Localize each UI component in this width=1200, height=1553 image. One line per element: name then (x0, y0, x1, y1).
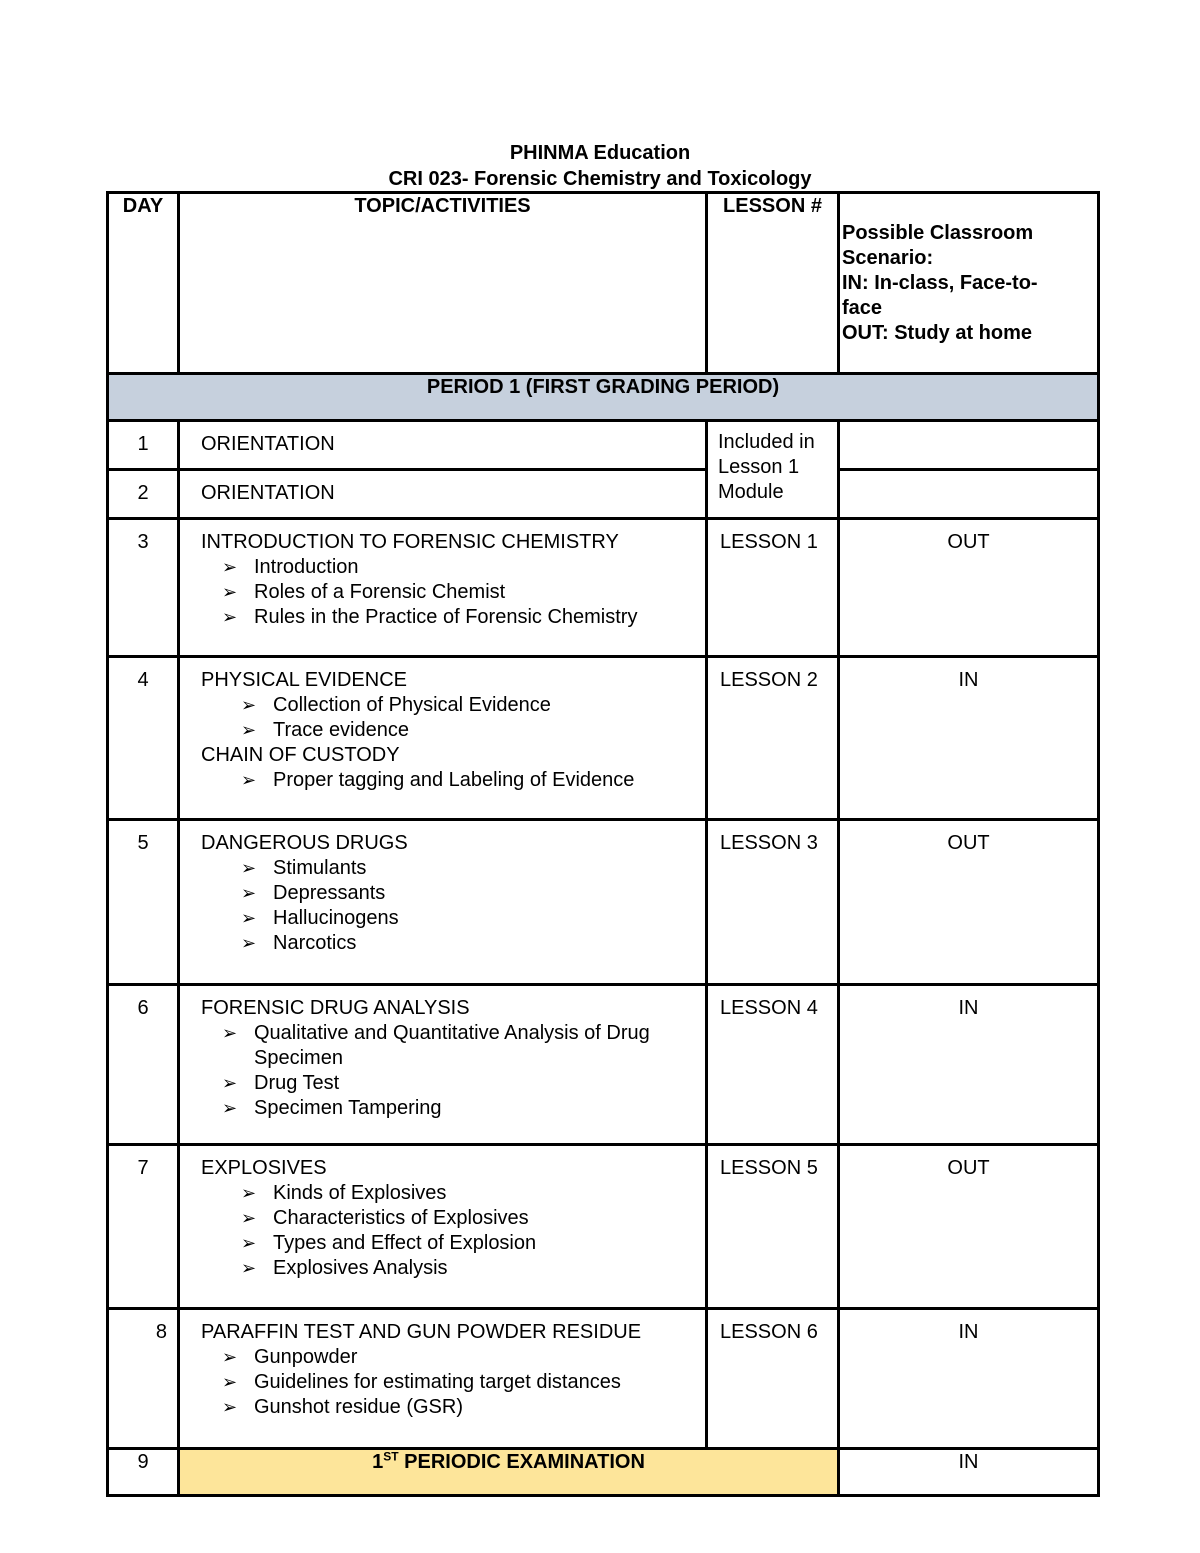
bullet-text: Drug Test (254, 1072, 340, 1094)
table-row (108, 1309, 1099, 1449)
col-lesson-header: LESSON # (707, 193, 839, 374)
topic-title: DANGEROUS DRUGS (201, 832, 408, 854)
bullet-arrow-icon: ➢ (222, 582, 238, 602)
bullet-text: Hallucinogens (273, 907, 399, 929)
scenario-line: OUT: Study at home (842, 321, 1033, 344)
day-cell: 1 (108, 421, 179, 470)
bullet-text: Rules in the Practice of Forensic Chemistry (254, 606, 638, 628)
day-cell: 7 (108, 1145, 179, 1309)
topic-bullet (201, 718, 697, 743)
scenario-cell (839, 421, 1099, 470)
topic-title: FORENSIC DRUG ANALYSIS (201, 997, 470, 1019)
document-header (0, 140, 1200, 192)
bullet-arrow-icon: ➢ (241, 908, 257, 928)
topic-cell: ORIENTATION (179, 470, 707, 519)
col-topic-header: TOPIC/ACTIVITIES (179, 193, 707, 374)
scenario-cell: OUT (839, 519, 1099, 657)
bullet-text: Narcotics (273, 932, 357, 954)
topic-bullet (201, 931, 697, 956)
topic-cell (179, 519, 707, 657)
topic-bullet (201, 555, 697, 580)
day-cell: 2 (108, 470, 179, 519)
topic-title: EXPLOSIVES (201, 1157, 327, 1179)
lesson-cell: LESSON 4 (707, 985, 839, 1145)
lesson-cell: LESSON 2 (707, 657, 839, 820)
table-row (108, 820, 1099, 985)
day-cell: 8 (108, 1309, 179, 1449)
day-cell: 3 (108, 519, 179, 657)
exam-ordinal: 1 (372, 1451, 384, 1473)
day-cell: 9 (108, 1449, 179, 1496)
topic-cell (179, 1309, 707, 1449)
bullet-arrow-icon: ➢ (222, 607, 238, 627)
bullet-text: Stimulants (273, 857, 367, 879)
lesson-rows (108, 519, 1099, 1449)
bullet-arrow-icon: ➢ (241, 695, 257, 715)
exam-ordinal-suffix: ST (383, 1449, 399, 1464)
table-row (108, 470, 1099, 519)
lesson-line: Lesson 1 (718, 456, 800, 478)
topic-title: PARAFFIN TEST AND GUN POWDER RESIDUE (201, 1321, 642, 1343)
bullet-arrow-icon: ➢ (222, 1347, 238, 1367)
scenario-line: Scenario: (842, 246, 934, 269)
topic-bullet (201, 881, 697, 906)
topic-bullet (201, 1395, 697, 1420)
bullet-arrow-icon: ➢ (241, 1233, 257, 1253)
bullet-text: Depressants (273, 882, 386, 904)
period-row (108, 374, 1099, 421)
lesson-line: Included in (718, 431, 815, 453)
topic-bullet (201, 1345, 697, 1370)
bullet-text: Roles of a Forensic Chemist (254, 581, 506, 603)
exam-label: PERIODIC EXAMINATION (398, 1451, 645, 1473)
topic-bullet (201, 605, 697, 630)
topic-cell (179, 657, 707, 820)
day-cell: 5 (108, 820, 179, 985)
exam-title (179, 1449, 839, 1496)
lesson-line: Module (718, 481, 784, 503)
topic-cell (179, 1145, 707, 1309)
bullet-arrow-icon: ➢ (241, 770, 257, 790)
bullet-arrow-icon: ➢ (222, 1397, 238, 1417)
col-day-header: DAY (108, 193, 179, 374)
scenario-cell: IN (839, 1309, 1099, 1449)
bullet-arrow-icon: ➢ (241, 1183, 257, 1203)
topic-cell (179, 985, 707, 1145)
bullet-text: Specimen Tampering (254, 1097, 442, 1119)
header-row (108, 193, 1099, 374)
topic-bullet (201, 906, 697, 931)
topic-cell: ORIENTATION (179, 421, 707, 470)
table-row (108, 519, 1099, 657)
bullet-arrow-icon: ➢ (222, 1372, 238, 1392)
table-row (108, 657, 1099, 820)
scenario-cell: IN (839, 1449, 1099, 1496)
bullet-arrow-icon: ➢ (222, 557, 238, 577)
scenario-line: IN: In-class, Face-to- (842, 271, 1038, 294)
topic-bullet (201, 768, 697, 793)
bullet-arrow-icon: ➢ (241, 720, 257, 740)
bullet-text: Kinds of Explosives (273, 1182, 447, 1204)
topic-title: INTRODUCTION TO FORENSIC CHEMISTRY (201, 531, 619, 553)
topic-bullet (201, 1256, 697, 1281)
bullet-text: Types and Effect of Explosion (273, 1232, 537, 1254)
scenario-line: face (842, 296, 883, 319)
bullet-text: Trace evidence (273, 719, 409, 741)
scenario-line: Possible Classroom (842, 221, 1034, 244)
table-row (108, 421, 1099, 470)
bullet-arrow-icon: ➢ (222, 1098, 238, 1118)
scenario-cell: OUT (839, 820, 1099, 985)
topic-subtitle: CHAIN OF CUSTODY (201, 744, 400, 766)
scenario-cell (839, 470, 1099, 519)
bullet-arrow-icon: ➢ (241, 858, 257, 878)
org-title: PHINMA Education (509, 142, 691, 164)
period-title: PERIOD 1 (FIRST GRADING PERIOD) (108, 374, 1099, 421)
bullet-text: Gunpowder (254, 1346, 358, 1368)
day-cell: 6 (108, 985, 179, 1145)
topic-bullet (201, 856, 697, 881)
topic-title: PHYSICAL EVIDENCE (201, 669, 407, 691)
topic-bullet (201, 1231, 697, 1256)
topic-bullet (201, 1021, 697, 1071)
bullet-arrow-icon: ➢ (241, 933, 257, 953)
lesson-cell: LESSON 3 (707, 820, 839, 985)
bullet-text: Proper tagging and Labeling of Evidence (273, 769, 635, 791)
bullet-arrow-icon: ➢ (241, 883, 257, 903)
topic-bullet (201, 693, 697, 718)
table-row (108, 1145, 1099, 1309)
bullet-text: Collection of Physical Evidence (273, 694, 551, 716)
scenario-cell: IN (839, 657, 1099, 820)
topic-bullet (201, 1096, 697, 1121)
topic-bullet (201, 1071, 697, 1096)
topic-bullet (201, 1370, 697, 1395)
topic-cell (179, 820, 707, 985)
bullet-text: Characteristics of Explosives (273, 1207, 529, 1229)
scenario-cell: IN (839, 985, 1099, 1145)
lesson-cell: LESSON 1 (707, 519, 839, 657)
table-row (108, 985, 1099, 1145)
schedule-table (106, 191, 1100, 1497)
bullet-text: Guidelines for estimating target distances (254, 1371, 621, 1393)
lesson-cell: LESSON 5 (707, 1145, 839, 1309)
day-cell: 4 (108, 657, 179, 820)
bullet-text: Introduction (254, 556, 359, 578)
lesson-cell: LESSON 6 (707, 1309, 839, 1449)
scenario-cell: OUT (839, 1145, 1099, 1309)
bullet-arrow-icon: ➢ (222, 1023, 238, 1043)
lesson-cell (707, 421, 839, 519)
topic-bullet (201, 1181, 697, 1206)
bullet-text: Gunshot residue (GSR) (254, 1396, 463, 1418)
bullet-arrow-icon: ➢ (241, 1258, 257, 1278)
exam-row (108, 1449, 1099, 1496)
bullet-arrow-icon: ➢ (222, 1073, 238, 1093)
bullet-text: Qualitative and Quantitative Analysis of Drug Specimen (254, 1022, 650, 1069)
bullet-text: Explosives Analysis (273, 1257, 448, 1279)
course-title: CRI 023- Forensic Chemistry and Toxicology (388, 168, 812, 190)
topic-bullet (201, 580, 697, 605)
bullet-arrow-icon: ➢ (241, 1208, 257, 1228)
col-scenario-header (839, 193, 1099, 374)
topic-bullet (201, 1206, 697, 1231)
